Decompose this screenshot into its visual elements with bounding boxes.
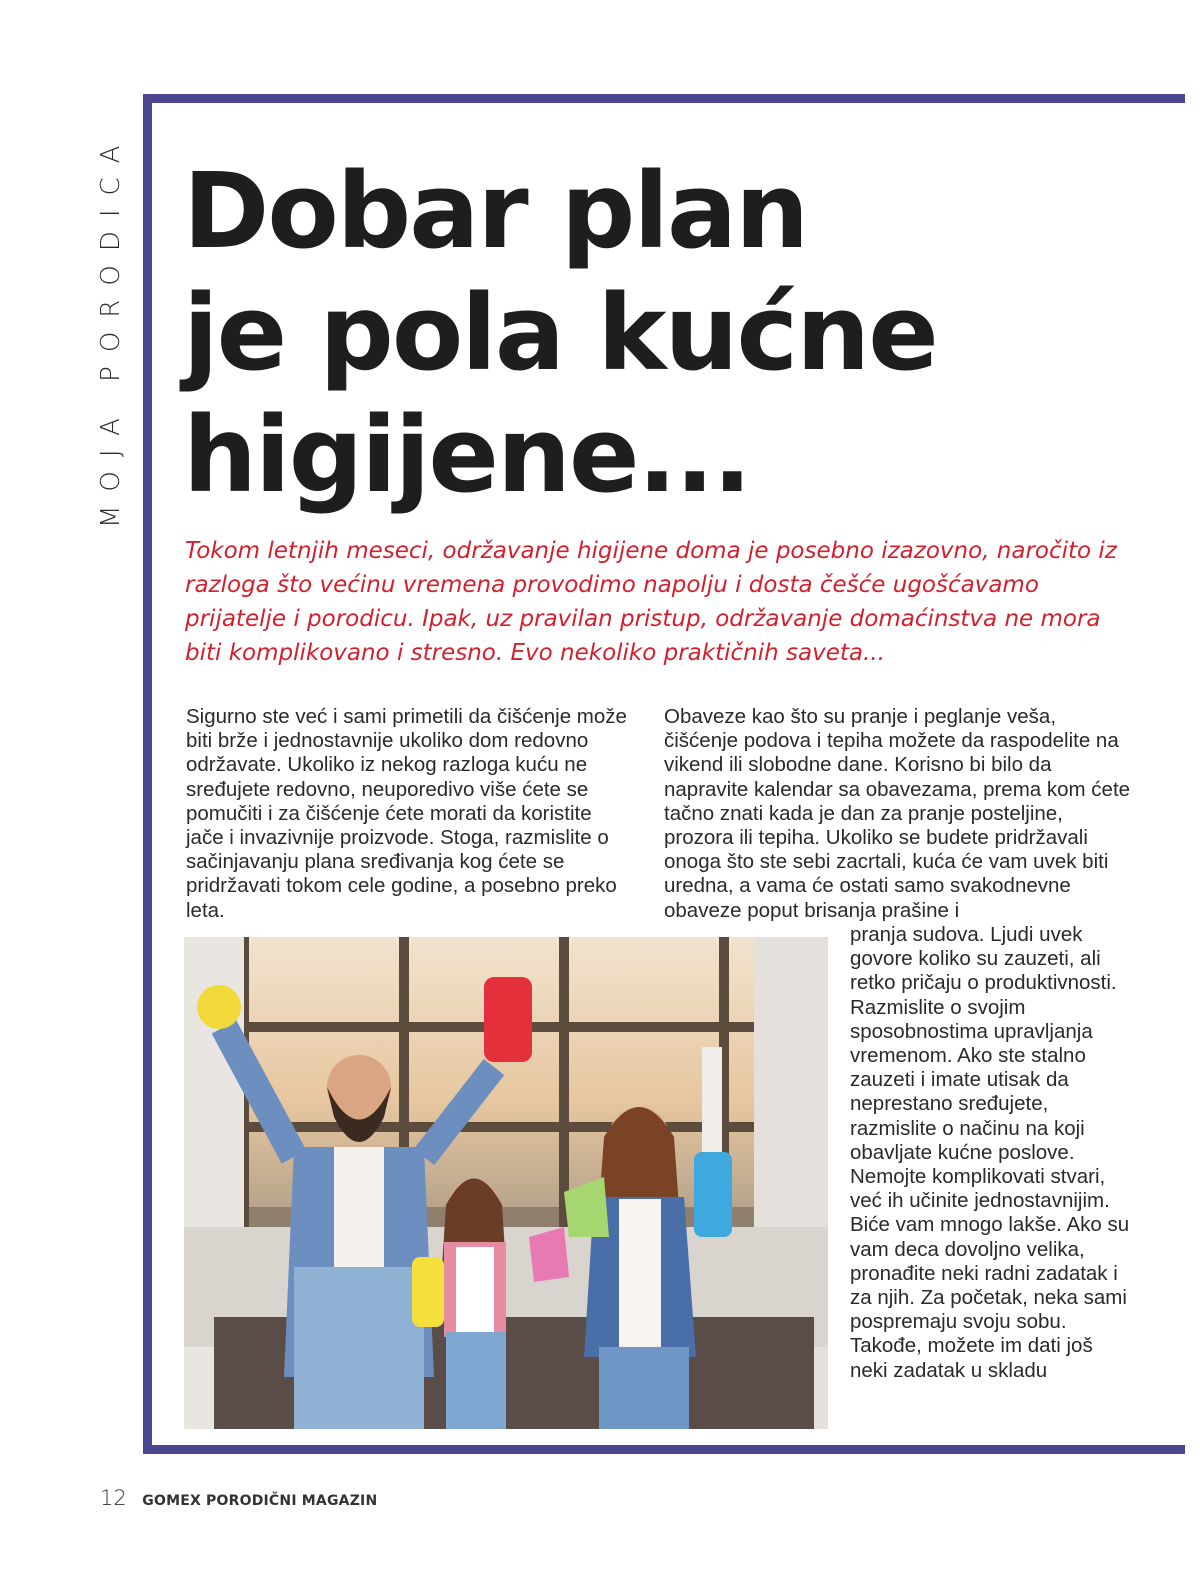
photo-illustration (184, 937, 828, 1429)
section-label: MOJA PORODICA (96, 131, 126, 528)
family-cleaning-photo (184, 937, 828, 1429)
lead-paragraph: Tokom letnjih meseci, održavanje higijene doma je posebno izazovno, naročito iz razloga što većinu vremena provodimo napolju i dosta češće ugošćavamo prijatelje i porodicu. Ipak, uz pravilan pristup, održavanje domaćinstva ne mora biti komplikovano i stresno. Evo nekoliko praktičnih saveta... (185, 538, 1117, 666)
page-footer (100, 1486, 377, 1511)
body-column-left: Sigurno ste već i sami primetili da čišćenje može biti brže i jednostavnije ukoliko dom redovno održavate. Ukoliko iz nekog razloga kuću ne sređujete redovno, neuporedivo više ćete se pomučiti i za čišćenje ćete morati da koristite jače i invazivnije proizvode. Stoga, razmislite o sačinjavanju plana sređivanja kog ćete se pridržavati tokom cele godine, a posebno preko leta. (186, 705, 627, 922)
title-line-2: je pola kućne (183, 272, 937, 394)
page-number: 12 (100, 1486, 127, 1510)
magazine-name: GOMEX PORODIČNI MAGAZIN (142, 1493, 378, 1509)
body-column-right: Obaveze kao što su pranje i peglanje veša, čišćenje podova i tepiha možete da raspodelite na vikend ili slobodne dane. Korisno bi bilo da napravite kalendar sa obavezama, prema kom ćete tačno znati kada je dan za pranje posteljine, prozora ili tepiha. Ukoliko se budete pridržavali onoga što ste sebi zacrtali, kuća će vam uvek biti uredna, a vama će ostati samo svakodnevne obaveze poput brisanja prašine i (664, 705, 1131, 922)
title-line-1: Dobar plan (183, 150, 808, 272)
title-line-3: higijene... (183, 394, 751, 516)
body-column-right-continued: pranja sudova. Ljudi uvek govore koliko su zauzeti, ali retko pričaju o produktivnosti. Razmislite o svojim sposobnostima upravljanja vremenom. Ako ste stalno zauzeti i imate utisak da neprestano sređujete, razmislite o načinu na koji obavljate kućne poslove. Nemojte komplikovati stvari, već ih učinite jednostavnijim. Biće vam mnogo lakše. Ako su vam deca dovoljno velika, pronađite neki radni zadatak i za njih. Za početak, neka sami pospremaju svoju sobu. Takođe, možete im dati još neki zadatak u skladu (850, 923, 1130, 1382)
article-title (183, 150, 937, 516)
